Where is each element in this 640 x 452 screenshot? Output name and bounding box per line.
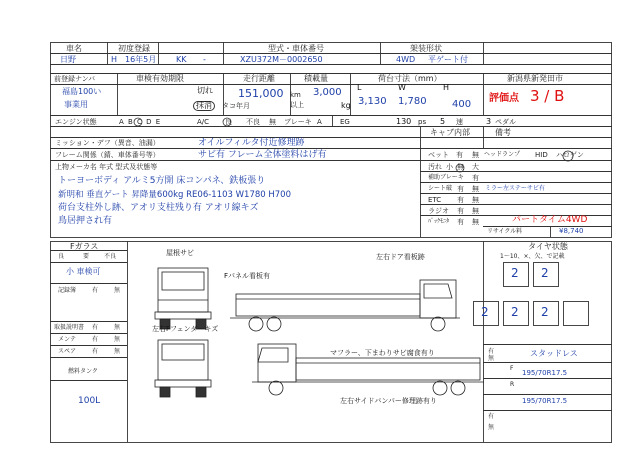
type-dash: -	[203, 55, 206, 64]
tire-type: スタッドレス	[530, 349, 578, 358]
H-label: H	[443, 83, 450, 92]
ac-status: 不良	[246, 118, 260, 126]
load-value: 3,000	[313, 87, 342, 98]
record-label: 記録簿	[58, 287, 77, 294]
bed-has: 有	[456, 151, 463, 159]
pedal-value: 3	[486, 117, 492, 126]
manual-none: 無	[114, 324, 121, 331]
radio-none: 無	[472, 207, 479, 215]
spare-none: 無	[114, 348, 121, 355]
drive-value: 4WD	[396, 55, 416, 64]
tire-rear-inner-right: 2	[541, 305, 549, 319]
reg-date-value: 16年5月	[125, 55, 157, 64]
spare-label: スペア	[58, 348, 77, 355]
brake-label: ブレーキ	[284, 118, 312, 126]
bed-label: ベット	[428, 151, 449, 159]
inspect-label: 車検有効期限	[136, 74, 184, 83]
maint-none: 無	[114, 336, 121, 343]
maker-label: 車名	[66, 44, 82, 53]
spare-tire-none: 無	[488, 424, 495, 431]
tire-front-right: 2	[541, 266, 549, 280]
tires-label: タイヤ状態	[528, 242, 568, 251]
headlamp-label: ヘッドランプ	[484, 151, 521, 158]
era-value: H	[111, 55, 118, 64]
note-fpanel: Fパネル看板有	[224, 272, 271, 280]
model-label: 型式・車体番号	[268, 44, 324, 53]
backmonitor-has: 有	[457, 218, 464, 226]
W-label: W	[398, 83, 406, 92]
record-has: 有	[92, 287, 99, 294]
replaced-label: 抹消	[193, 101, 215, 111]
manual-has: 有	[92, 324, 99, 331]
upper-line3: 荷台支柱外し跡、アオリ支柱残り有 アオリ線キズ	[58, 203, 259, 213]
glass-sui: 要	[83, 253, 90, 260]
type-code-value: KK	[176, 55, 187, 64]
note-muffler: マフラー、下まわりサビ腐食有り	[330, 349, 435, 357]
stain-label: 汚れ	[428, 163, 442, 171]
upper-line2: 新明和 垂直ゲート 昇降量600kg RE06-1103 W1780 H700	[58, 190, 291, 200]
etc-has: 有	[457, 196, 464, 204]
sheet-none: 無	[472, 185, 479, 193]
recycle-value: ¥8,740	[559, 227, 584, 235]
eg-label: EG	[340, 118, 350, 126]
note-top-rust: 屋根サビ	[166, 249, 194, 257]
tire-rear-outer-left: 2	[481, 305, 489, 319]
radio-label: ラジオ	[428, 207, 449, 215]
remarks-label: 備考	[495, 128, 511, 137]
stud-has: 有	[488, 348, 495, 355]
glass-label: Fガラス	[70, 242, 99, 251]
pedal-unit: ペダル	[495, 118, 516, 126]
mileage-value: 151,000	[238, 87, 284, 100]
mileage-label: 走行距離	[243, 74, 275, 83]
maker-value: 日野	[60, 55, 76, 64]
frame-value: サビ有 フレーム全体塗料はげ有	[198, 150, 327, 160]
load-label: 積載量	[304, 74, 328, 83]
mileage-unit: km	[290, 91, 301, 99]
ps-value: 130	[396, 117, 412, 126]
sheet-label: シート破	[428, 185, 453, 192]
glass-ok: 良	[58, 253, 65, 260]
backmonitor-none: 無	[472, 218, 479, 226]
location-value: 新潟県新発田市	[507, 74, 563, 83]
score-label: 評価点	[489, 93, 519, 104]
spare-tire-has: 有	[488, 413, 495, 420]
upper-line4: 鳥居押され有	[58, 216, 113, 226]
note-left-door: 左右ドア看板跡	[376, 253, 425, 261]
sheet-has: 有	[457, 185, 464, 193]
expired-label: 切れ	[197, 86, 213, 95]
tire-rear-label: R	[510, 381, 515, 388]
reg-label: 初度登録	[118, 44, 150, 53]
upper-line1: トーヨーボディ アルミ5方開 床コンパネ、鉄板張り	[58, 176, 266, 186]
fuel-value: 100L	[78, 396, 101, 406]
glass-ng: 不良	[104, 253, 117, 260]
tire-size-rear: 195/70R17.5	[522, 397, 568, 405]
plate-label: 前登録ナンバ	[54, 75, 96, 83]
stain-small: 小	[446, 163, 453, 171]
mission-value: オイルフィルタ付近修理跡	[198, 138, 305, 148]
ac-grade: 良	[225, 118, 232, 126]
recycle-label: リサイクル料	[487, 228, 523, 235]
speed-unit: 速	[456, 118, 463, 126]
tire-rear-inner-left: 2	[511, 305, 519, 319]
frame-label: フレーム関係（錆、車体番号等）	[55, 151, 160, 159]
note-bumper: 左右サイドバンパー修理跡有り	[340, 397, 437, 405]
upper-label: 上物メーカ名 年式 型式及状態等	[55, 163, 158, 171]
stain-none: 無	[457, 163, 464, 171]
halogen-label: ハロゲン	[556, 151, 584, 159]
L-label: L	[357, 83, 362, 92]
stain-large: 大	[472, 163, 479, 171]
bed-none: 無	[472, 151, 479, 159]
ps-unit: ps	[418, 118, 427, 126]
engine-label: エンジン状態	[55, 118, 97, 126]
note-fender: 左右Fフェンダーキズ	[152, 325, 219, 333]
ac-label: A/C	[197, 118, 210, 126]
radio-has: 有	[457, 207, 464, 215]
plate-line1: 福島100い	[62, 87, 102, 96]
tire-front-label: F	[510, 365, 514, 372]
backmonitor-label: ﾊﾞｯｸﾓﾆﾀ	[428, 218, 450, 225]
tire-size-front: 195/70R17.5	[522, 369, 568, 377]
etc-label: ETC	[428, 196, 442, 204]
mileage-unit2: 以上	[290, 101, 304, 109]
spare-has: 有	[92, 348, 99, 355]
cab-label: キャブ内部	[430, 128, 470, 137]
auxbrake-label: 補助ブレーキ	[428, 174, 464, 181]
record-none: 無	[114, 287, 121, 294]
manual-label: 取扱説明書	[54, 324, 85, 331]
score-value: 3 / B	[530, 87, 565, 105]
length-value: 3,130	[358, 96, 387, 107]
fuel-label: 燃料タンク	[68, 368, 98, 375]
maint-label: メンテ	[58, 336, 77, 343]
mirror-note: ミラー左ステーサビ有	[485, 185, 545, 192]
tire-front-left: 2	[511, 266, 519, 280]
ac-none: 無	[269, 118, 276, 126]
replaced-note: タコ年月	[222, 102, 250, 110]
brake-grade: A	[317, 118, 322, 126]
auxbrake-has: 有	[472, 174, 479, 182]
width-value: 1,780	[398, 96, 427, 107]
stud-none: 無	[488, 355, 495, 362]
body-shape-value: 平ゲート付	[428, 55, 468, 64]
etc-none: 無	[472, 196, 479, 204]
height-value: 400	[452, 99, 472, 110]
plate-line2: 事業用	[64, 100, 88, 109]
body-label: 架装形状	[410, 44, 442, 53]
engine-grades: A B C D E	[119, 118, 162, 126]
hid-label: HID	[535, 151, 548, 159]
glass-status: 小 車検可	[66, 267, 101, 276]
load-unit: kg	[341, 101, 351, 110]
chassis-value: XZU372M－0002650	[240, 55, 323, 64]
mission-label: ミッション・デフ（異音、油漏）	[55, 139, 160, 147]
cargo-label: 荷台寸法（mm）	[378, 74, 442, 83]
parttime-note: パートタイム4WD	[512, 215, 588, 225]
tires-scale: 1〜10、×、欠、で記載	[500, 253, 565, 260]
maint-has: 有	[92, 336, 99, 343]
speed-value: 5	[440, 117, 446, 126]
